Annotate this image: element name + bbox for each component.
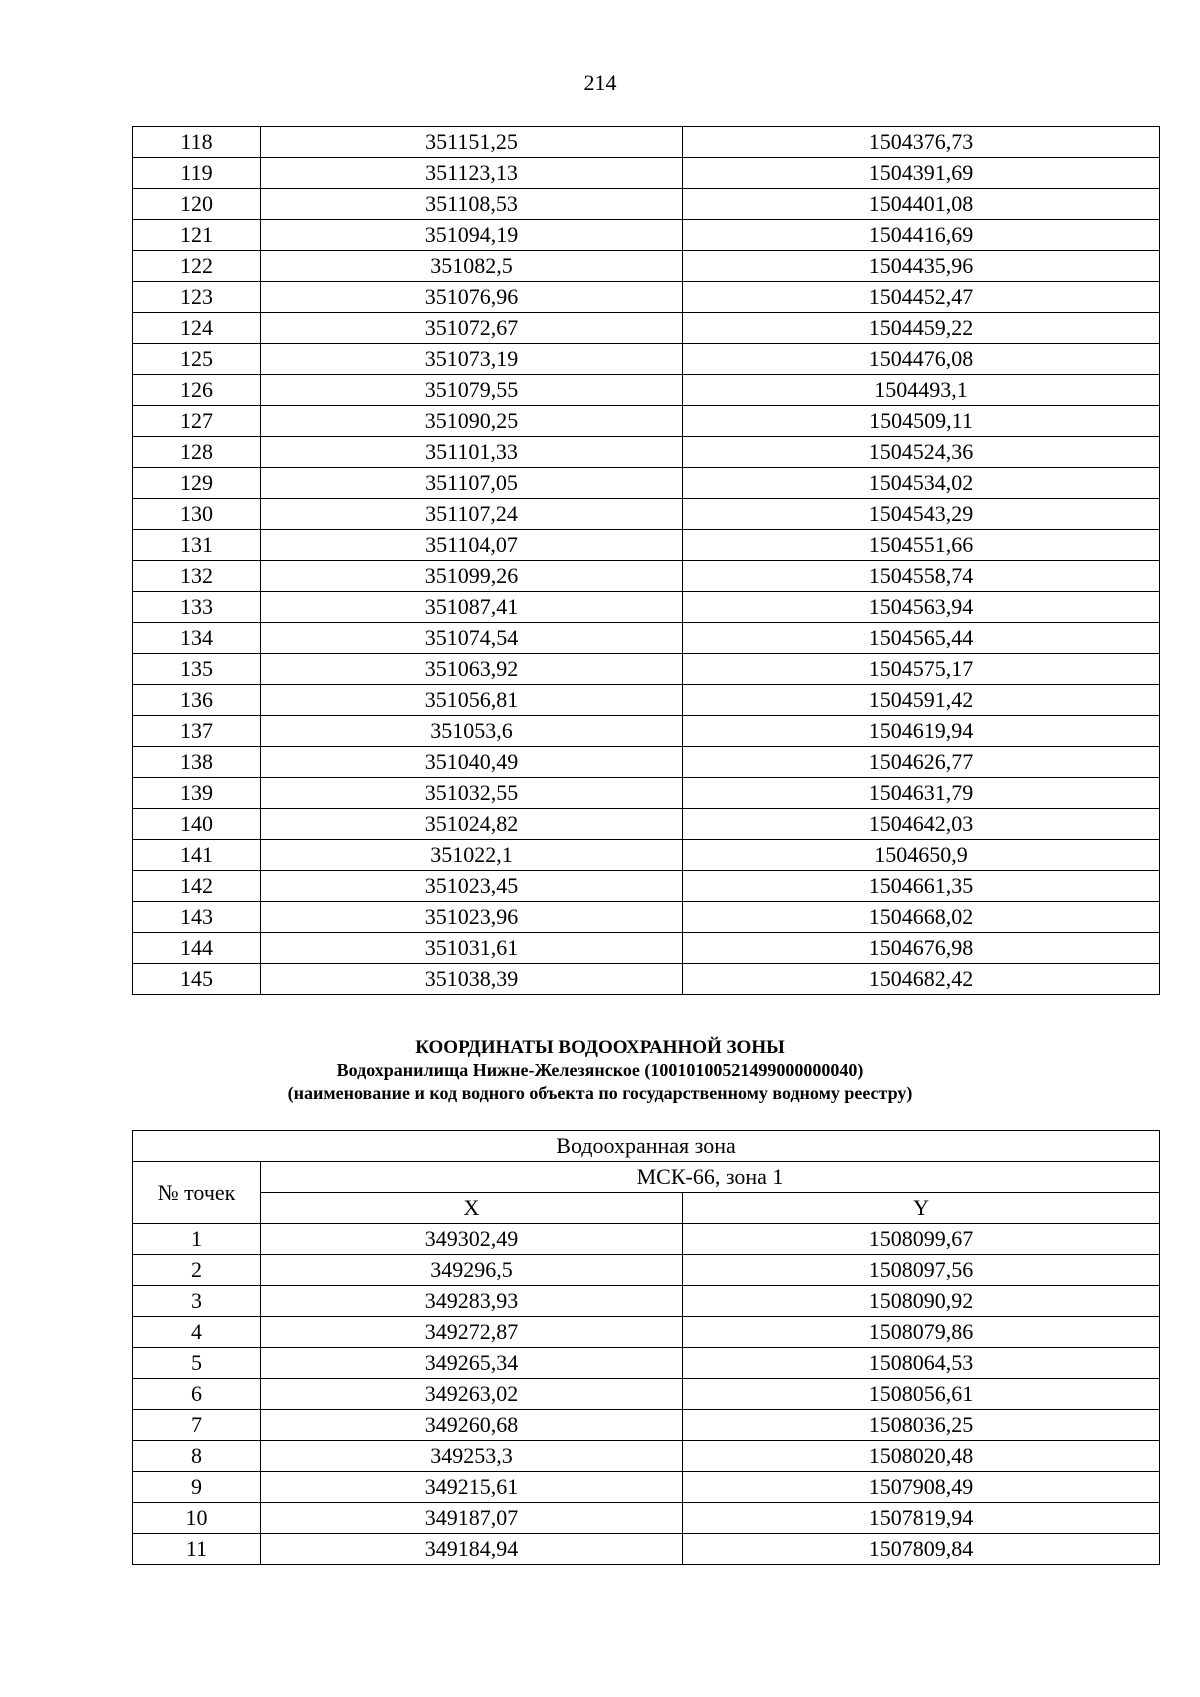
point-number-cell: 129 [133,468,261,499]
x-coordinate-cell: 351101,33 [261,437,683,468]
y-coordinate-cell: 1504459,22 [683,313,1160,344]
points-header-cell: № точек [133,1162,261,1224]
y-coordinate-cell: 1504534,02 [683,468,1160,499]
y-coordinate-cell: 1504619,94 [683,716,1160,747]
point-number-cell: 120 [133,189,261,220]
x-coordinate-cell: 349302,49 [261,1224,683,1255]
y-coordinate-cell: 1507908,49 [683,1472,1160,1503]
point-number-cell: 4 [133,1317,261,1348]
point-number-cell: 119 [133,158,261,189]
table-row [133,251,1160,282]
point-number-cell: 140 [133,809,261,840]
table-row [133,530,1160,561]
y-coordinate-cell: 1504563,94 [683,592,1160,623]
y-coordinate-cell: 1508056,61 [683,1379,1160,1410]
table-row [133,933,1160,964]
x-coordinate-cell: 351023,96 [261,902,683,933]
zone-table-body [133,1224,1160,1565]
point-number-cell: 123 [133,282,261,313]
point-number-cell: 137 [133,716,261,747]
x-coordinate-cell: 351063,92 [261,654,683,685]
point-number-cell: 8 [133,1441,261,1472]
y-coordinate-cell: 1508099,67 [683,1224,1160,1255]
x-coordinate-cell: 351151,25 [261,127,683,158]
y-coordinate-cell: 1507809,84 [683,1534,1160,1565]
point-number-cell: 139 [133,778,261,809]
water-object-name: Водохранилища Нижне-Железянское (10010100521499000000040) [336,1060,864,1080]
zone-header-cell: Водоохранная зона [133,1131,1160,1162]
y-coordinate-cell: 1504676,98 [683,933,1160,964]
y-coordinate-cell: 1508097,56 [683,1255,1160,1286]
header-row-zone [133,1131,1160,1162]
y-coordinate-cell: 1504650,9 [683,840,1160,871]
x-coordinate-cell: 349265,34 [261,1348,683,1379]
point-number-cell: 11 [133,1534,261,1565]
point-number-cell: 130 [133,499,261,530]
system-header-cell: МСК-66, зона 1 [261,1162,1160,1193]
point-number-cell: 10 [133,1503,261,1534]
x-header-cell: X [261,1193,683,1224]
x-coordinate-cell: 351087,41 [261,592,683,623]
y-coordinate-cell: 1504416,69 [683,220,1160,251]
x-coordinate-cell: 349184,94 [261,1534,683,1565]
table-row [133,1286,1160,1317]
table-row [133,1534,1160,1565]
point-number-cell: 132 [133,561,261,592]
point-number-cell: 126 [133,375,261,406]
y-coordinate-cell: 1504493,1 [683,375,1160,406]
table-row [133,1348,1160,1379]
x-coordinate-cell: 349260,68 [261,1410,683,1441]
table-row [133,344,1160,375]
y-coordinate-cell: 1504591,42 [683,685,1160,716]
point-number-cell: 121 [133,220,261,251]
table-row [133,778,1160,809]
table-row [133,871,1160,902]
y-coordinate-cell: 1504401,08 [683,189,1160,220]
table-row [133,1379,1160,1410]
point-number-cell: 125 [133,344,261,375]
point-number-cell: 128 [133,437,261,468]
table-row [133,313,1160,344]
table-row [133,189,1160,220]
x-coordinate-cell: 351040,49 [261,747,683,778]
x-coordinate-cell: 349272,87 [261,1317,683,1348]
x-coordinate-cell: 349263,02 [261,1379,683,1410]
x-coordinate-cell: 351090,25 [261,406,683,437]
table-row [133,437,1160,468]
x-coordinate-cell: 351099,26 [261,561,683,592]
y-coordinate-cell: 1504391,69 [683,158,1160,189]
x-coordinate-cell: 351079,55 [261,375,683,406]
y-coordinate-cell: 1504509,11 [683,406,1160,437]
zone-table-header [133,1131,1160,1224]
y-coordinate-cell: 1504524,36 [683,437,1160,468]
section-heading [0,1036,1200,1105]
table-row [133,406,1160,437]
y-coordinate-cell: 1504631,79 [683,778,1160,809]
x-coordinate-cell: 351073,19 [261,344,683,375]
point-number-cell: 3 [133,1286,261,1317]
point-number-cell: 7 [133,1410,261,1441]
table-row [133,282,1160,313]
table-row [133,1503,1160,1534]
point-number-cell: 6 [133,1379,261,1410]
point-number-cell: 131 [133,530,261,561]
y-coordinate-cell: 1504575,17 [683,654,1160,685]
y-coordinate-cell: 1508020,48 [683,1441,1160,1472]
table-row [133,592,1160,623]
y-coordinate-cell: 1508036,25 [683,1410,1160,1441]
table-row [133,623,1160,654]
x-coordinate-cell: 351023,45 [261,871,683,902]
y-coordinate-cell: 1508064,53 [683,1348,1160,1379]
table-row [133,809,1160,840]
x-coordinate-cell: 351074,54 [261,623,683,654]
x-coordinate-cell: 351072,67 [261,313,683,344]
point-number-cell: 2 [133,1255,261,1286]
x-coordinate-cell: 351107,24 [261,499,683,530]
x-coordinate-cell: 351123,13 [261,158,683,189]
y-coordinate-cell: 1504558,74 [683,561,1160,592]
water-object-caption: (наименование и код водного объекта по государственному водному реестру) [287,1083,913,1103]
point-number-cell: 142 [133,871,261,902]
point-number-cell: 145 [133,964,261,995]
table-row [133,561,1160,592]
y-coordinate-cell: 1504376,73 [683,127,1160,158]
point-number-cell: 133 [133,592,261,623]
point-number-cell: 141 [133,840,261,871]
y-coordinate-cell: 1508090,92 [683,1286,1160,1317]
point-number-cell: 144 [133,933,261,964]
y-coordinate-cell: 1504551,66 [683,530,1160,561]
y-coordinate-cell: 1504476,08 [683,344,1160,375]
table-row [133,1441,1160,1472]
coordinates-table-body [133,127,1160,995]
table-row [133,747,1160,778]
x-coordinate-cell: 351024,82 [261,809,683,840]
x-coordinate-cell: 351108,53 [261,189,683,220]
x-coordinate-cell: 351094,19 [261,220,683,251]
table-row [133,1410,1160,1441]
x-coordinate-cell: 351038,39 [261,964,683,995]
x-coordinate-cell: 351022,1 [261,840,683,871]
y-coordinate-cell: 1504642,03 [683,809,1160,840]
y-coordinate-cell: 1508079,86 [683,1317,1160,1348]
x-coordinate-cell: 351032,55 [261,778,683,809]
point-number-cell: 1 [133,1224,261,1255]
coordinates-table-continued [132,126,1160,995]
water-protection-zone-table [132,1130,1160,1565]
point-number-cell: 9 [133,1472,261,1503]
y-header-cell: Y [683,1193,1160,1224]
x-coordinate-cell: 349187,07 [261,1503,683,1534]
table-row [133,1317,1160,1348]
table-row [133,1255,1160,1286]
table-row [133,654,1160,685]
point-number-cell: 127 [133,406,261,437]
y-coordinate-cell: 1504435,96 [683,251,1160,282]
y-coordinate-cell: 1504565,44 [683,623,1160,654]
x-coordinate-cell: 351082,5 [261,251,683,282]
table-row [133,964,1160,995]
y-coordinate-cell: 1504682,42 [683,964,1160,995]
point-number-cell: 138 [133,747,261,778]
x-coordinate-cell: 351076,96 [261,282,683,313]
table-row [133,1224,1160,1255]
point-number-cell: 135 [133,654,261,685]
y-coordinate-cell: 1504661,35 [683,871,1160,902]
x-coordinate-cell: 349296,5 [261,1255,683,1286]
x-coordinate-cell: 351107,05 [261,468,683,499]
x-coordinate-cell: 351053,6 [261,716,683,747]
x-coordinate-cell: 351031,61 [261,933,683,964]
table-row [133,902,1160,933]
x-coordinate-cell: 351104,07 [261,530,683,561]
y-coordinate-cell: 1504543,29 [683,499,1160,530]
table-row [133,840,1160,871]
x-coordinate-cell: 349215,61 [261,1472,683,1503]
table-row [133,127,1160,158]
header-row-system [133,1162,1160,1193]
table-row [133,158,1160,189]
point-number-cell: 124 [133,313,261,344]
y-coordinate-cell: 1504626,77 [683,747,1160,778]
header-row-axes [133,1193,1160,1224]
point-number-cell: 134 [133,623,261,654]
point-number-cell: 122 [133,251,261,282]
y-coordinate-cell: 1507819,94 [683,1503,1160,1534]
x-coordinate-cell: 349283,93 [261,1286,683,1317]
table-row [133,468,1160,499]
point-number-cell: 143 [133,902,261,933]
point-number-cell: 5 [133,1348,261,1379]
y-coordinate-cell: 1504452,47 [683,282,1160,313]
page-number: 214 [583,70,617,95]
table-row [133,1472,1160,1503]
point-number-cell: 136 [133,685,261,716]
table-row [133,375,1160,406]
table-row [133,220,1160,251]
x-coordinate-cell: 349253,3 [261,1441,683,1472]
point-number-cell: 118 [133,127,261,158]
x-coordinate-cell: 351056,81 [261,685,683,716]
section-title: КООРДИНАТЫ ВОДООХРАННОЙ ЗОНЫ [415,1037,785,1058]
table-row [133,716,1160,747]
y-coordinate-cell: 1504668,02 [683,902,1160,933]
table-row [133,499,1160,530]
table-row [133,685,1160,716]
